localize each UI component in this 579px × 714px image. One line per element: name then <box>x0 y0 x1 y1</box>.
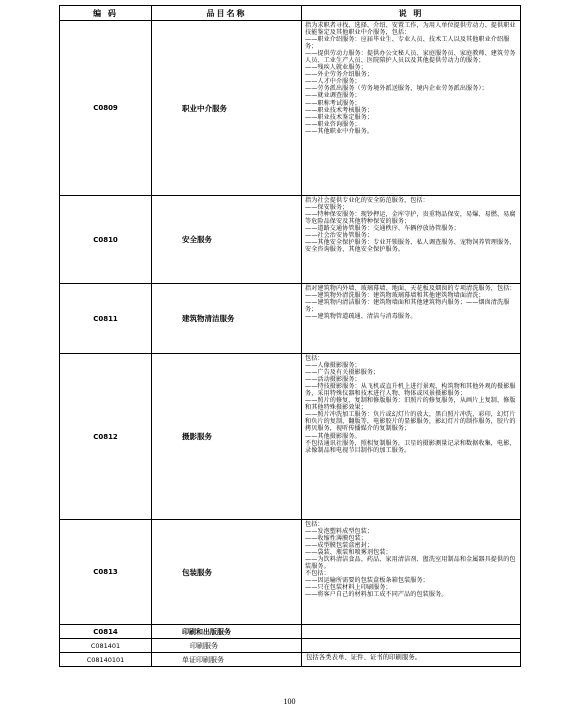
table-row <box>60 520 521 625</box>
table-row <box>60 354 521 520</box>
item-code: C0810 <box>60 196 152 284</box>
item-description: 包括： ——发泡塑料成型包装； ——收缩性薄膜包装； ——成型膜包装盒密封； ——袋装、瓶装和喷雾剂包装； ——为饮料清洁食品、药品、家用清洁剂、盥洗室用制品和金属器具提供的包装服务。 不包括： ——因运输所需要的包装盒板条箱包装服务； ——只在包装材料上印刷服务； ——将客户自己的材料加工成不同产品的包装服务。 <box>302 520 521 625</box>
item-name: 印刷服务 <box>152 639 302 653</box>
item-name: 职业中介服务 <box>152 21 302 196</box>
header-description: 说 明 <box>302 6 521 21</box>
item-name: 印刷和出版服务 <box>152 625 302 639</box>
item-name: 摄影服务 <box>152 354 302 520</box>
header-code: 编 码 <box>60 6 152 21</box>
item-description: 指为社会提供专业化的安全防范服务，包括： ——保安服务； ——特种保安服务：现钞押运，金库守护，贵重物品保安，易爆、易燃、易腐等危险品保安及其他特种保安的服务； ——道路交通协管服务：交通秩序、车辆停放协管服务； ——社会治安协管服务； ——其他安全保护服务：专业开锁服务、私人调查服务、宠物饲养管理服务、安全咨询服务、其他安全保护服务。 <box>302 196 521 284</box>
item-description <box>302 625 521 639</box>
item-name: 单证印刷服务 <box>152 653 302 667</box>
item-code: C081401 <box>60 639 152 653</box>
item-description <box>302 639 521 653</box>
item-code: C0809 <box>60 21 152 196</box>
item-description: 指对建筑物内外墙、玻璃幕墙、地面、天花板及烟囱的专项清洗服务，包括： ——建筑物外清洗服务：建筑物玻璃幕墙和其他建筑物墙面清洗； ——建筑物内清洁服务：建筑物墙面和其他建筑物内服务；——烟囱清洗服务； ——建筑物管道疏通、清洁与消毒服务。 <box>302 284 521 354</box>
page-number: 100 <box>283 697 296 706</box>
table-row <box>60 653 521 667</box>
item-code: C0811 <box>60 284 152 354</box>
header-item-name: 品目名称 <box>152 6 302 21</box>
item-description: 包括： ——人像摄影服务； ——广告及有关摄影服务； ——活动摄影服务； ——特技摄影服务：从飞机或直升机上进行景观、构筑物和其他外观的摄影服务，采用特殊仪器和技术进行人物、物体或风景摄影服务； ——照片的修复、复制和修版服务：旧照片的修复服务，从画片上复制、修版和其他特殊摄影效果； ——照片冲洗加工服务：负片或幻灯片的放大，黑白照片冲洗，彩印，幻灯片和负片的复制，翻版等，电影胶片的显影服务，影幻灯片的制作服务，胶片的拷贝服务，视听传播媒介的复制服务； ——其他摄影服务。 不包括通讯社服务，照相复制服务，卫星的摄影测量记录和数据收集，电影、录像制品和电视节目制作的加工服务。 <box>302 354 521 520</box>
item-code: C08140101 <box>60 653 152 667</box>
table-row <box>60 21 521 196</box>
table-row <box>60 625 521 639</box>
item-code: C0813 <box>60 520 152 625</box>
table-header-row <box>60 6 521 21</box>
service-catalog-table <box>59 5 521 667</box>
table-row <box>60 196 521 284</box>
item-code: C0814 <box>60 625 152 639</box>
item-description: 包括各类表单、证件、证书的印刷服务。 <box>302 653 521 667</box>
item-code: C0812 <box>60 354 152 520</box>
item-name: 包装服务 <box>152 520 302 625</box>
item-name: 建筑物清洁服务 <box>152 284 302 354</box>
item-description: 指为求职者寻找、选择、介绍、安置工作，为用人单位提供劳动力、提供职业技能鉴定及其他职业中介服务，包括： ——职业介绍服务：应届毕业生、专业人员、技术工人以及其他职业介绍服务； ——提供劳动力服务：提供办公文秘人员、家庭服务员、家庭教师、建筑劳务人员、工业生产人员、医院陪护人员以及其他提供劳动力的服务； ——残疾人就业服务； ——外企劳务介绍服务； ——人才中介服务； ——劳务派出服务（劳务境外派送服务、境内企业劳务派出服务）； ——就业调查服务； ——职称考试服务； ——职业技术考核服务； ——职业技术鉴定服务； ——职业咨询服务； ——其他职业中介服务。 <box>302 21 521 196</box>
table-row <box>60 284 521 354</box>
item-name: 安全服务 <box>152 196 302 284</box>
table-row <box>60 639 521 653</box>
